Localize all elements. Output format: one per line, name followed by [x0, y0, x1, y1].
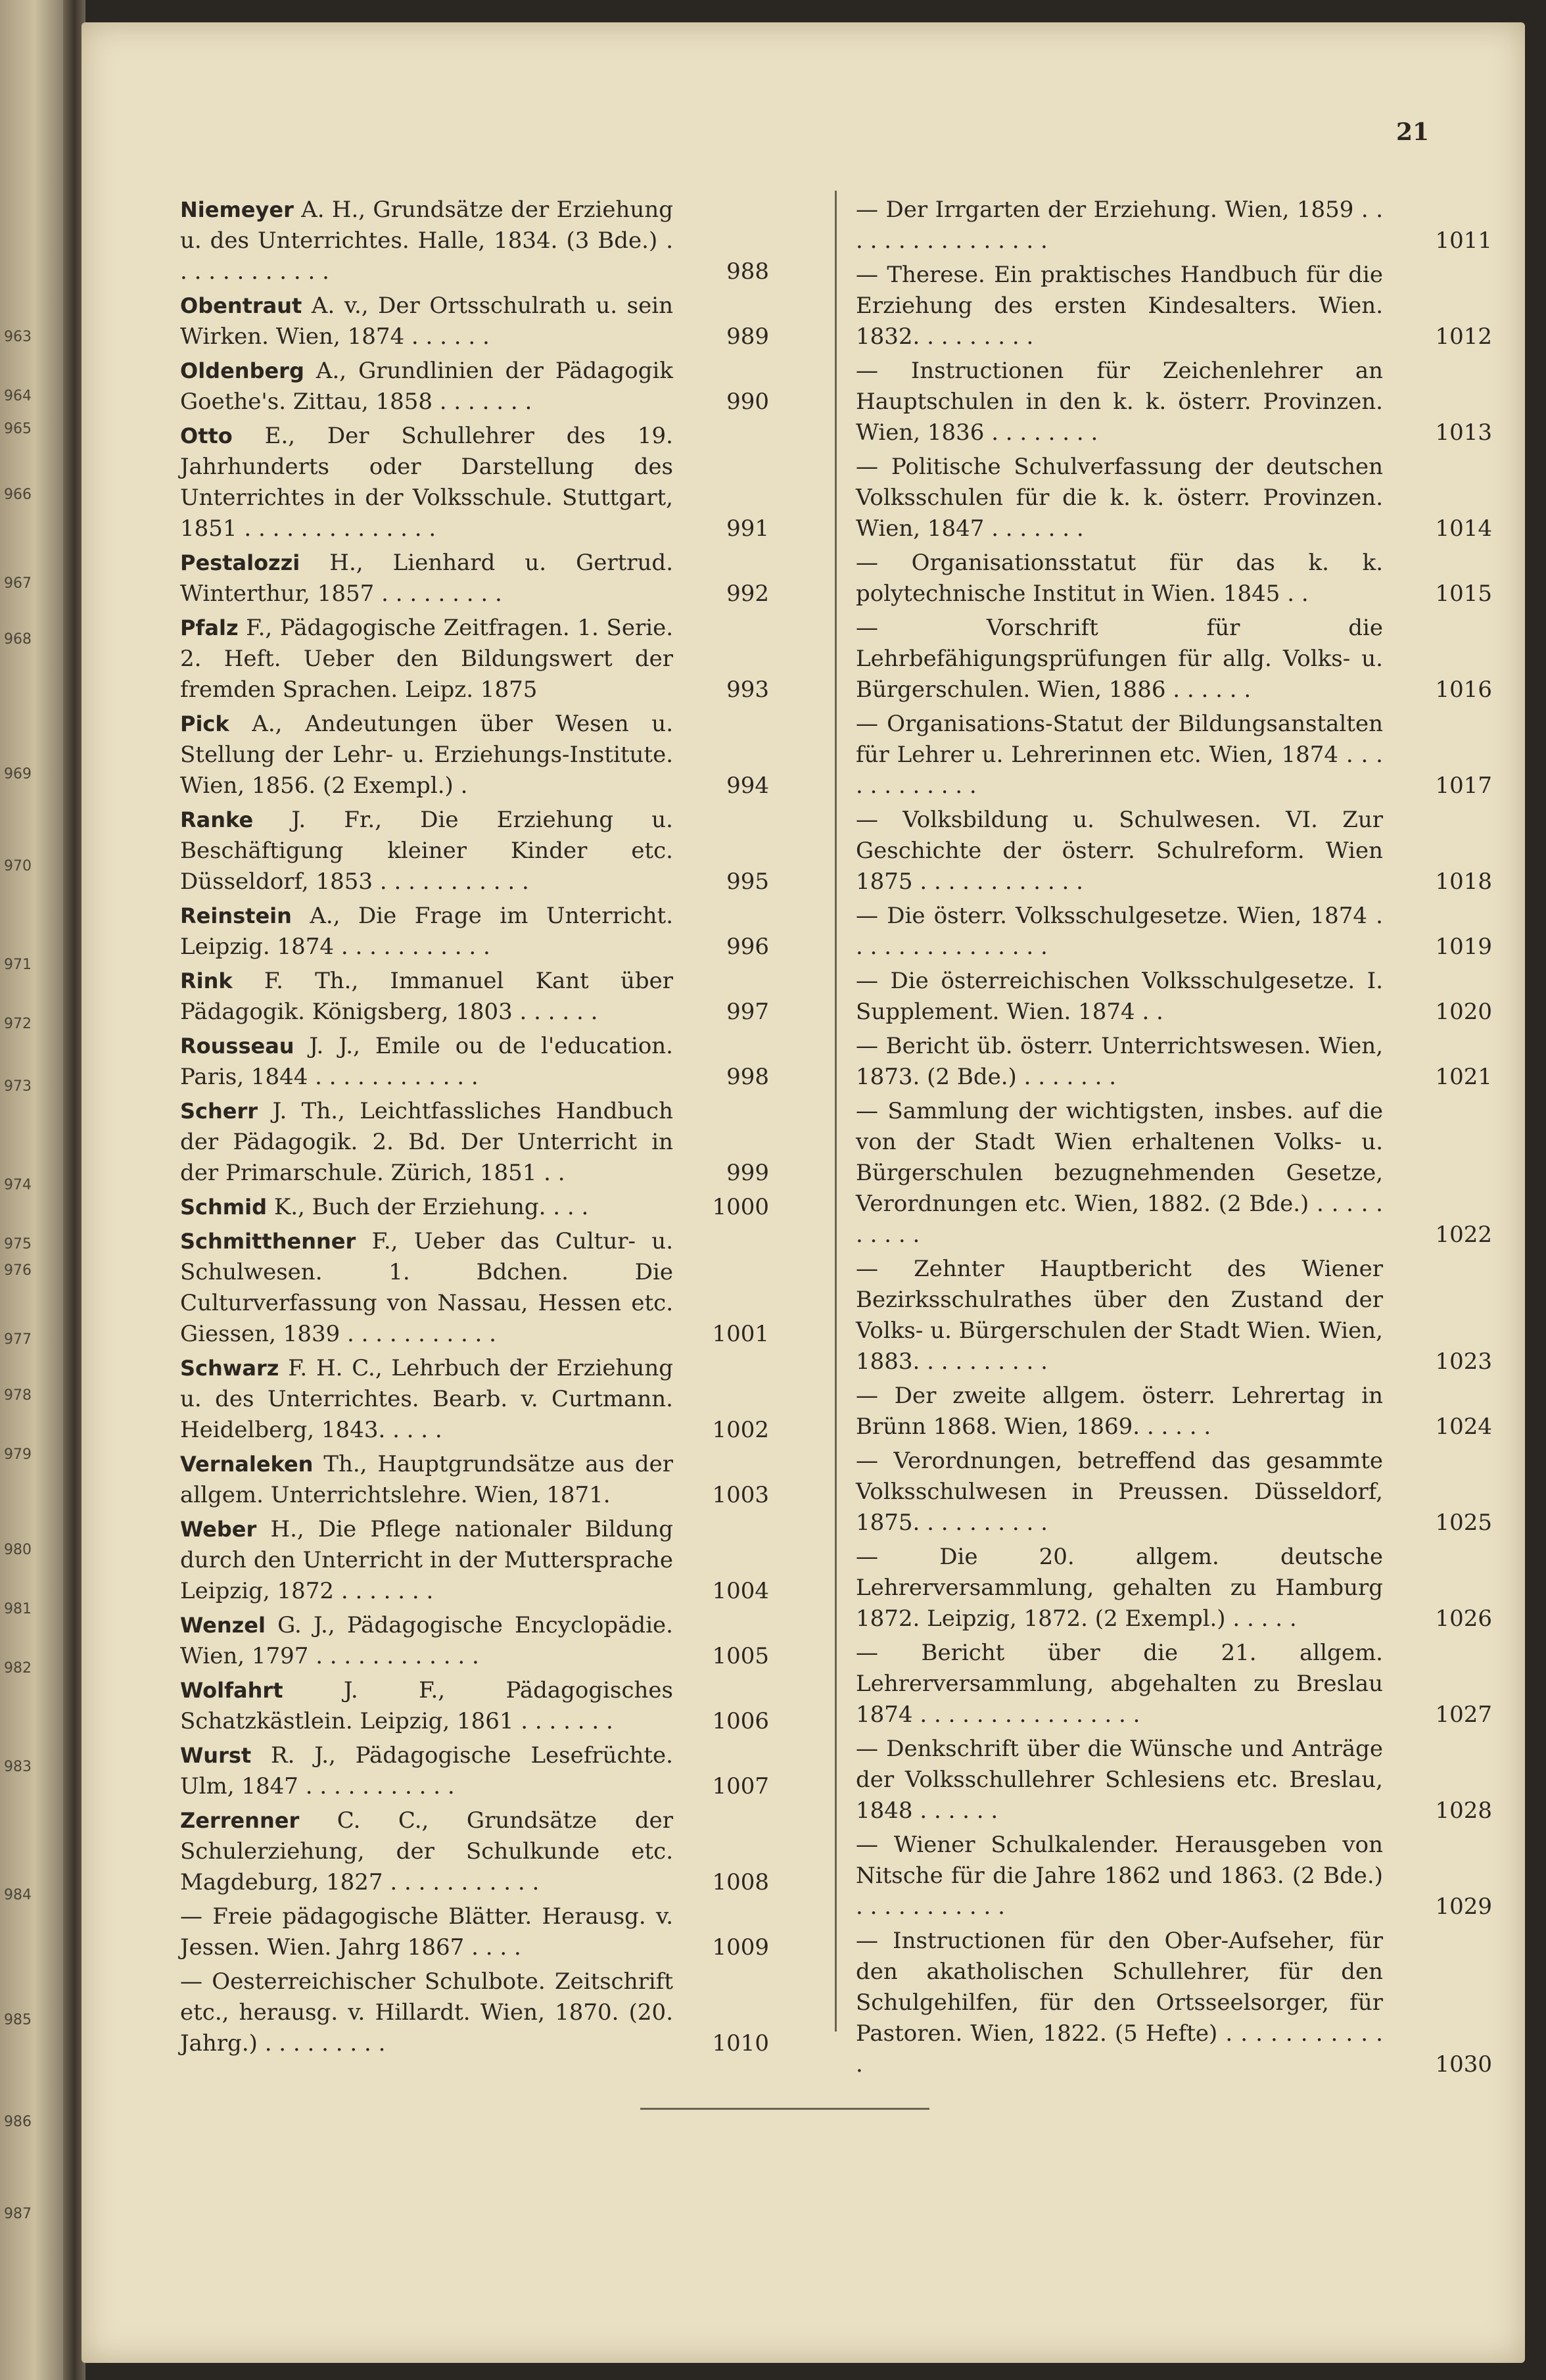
- author-name: Wenzel: [180, 1613, 266, 1638]
- catalog-entry: [856, 709, 1492, 801]
- margin-number: 981: [4, 1601, 32, 1617]
- entry-number: 1000: [712, 1194, 769, 1220]
- catalog-entry: [856, 195, 1492, 256]
- catalog-entry: [180, 1966, 778, 2059]
- catalog-entry: [180, 1805, 778, 1898]
- entry-number: 1003: [712, 1482, 769, 1508]
- entry-text: [856, 709, 1454, 801]
- entry-text: [180, 356, 778, 417]
- margin-number: 972: [4, 1016, 32, 1032]
- entry-description: A., Andeutungen über Wesen u. Stellung der Lehr- u. Erziehungs-Institute. Wien, 1856. (2 Exempl.) .: [180, 711, 673, 799]
- entry-text: [180, 1966, 778, 2059]
- entry-number: 1022: [1435, 1222, 1492, 1248]
- margin-number: 977: [4, 1331, 32, 1348]
- catalog-entry: [180, 901, 778, 963]
- margin-number: 985: [4, 2012, 32, 2028]
- entry-number: 1015: [1435, 581, 1492, 607]
- author-name: Pestalozzi: [180, 550, 300, 575]
- entry-text: [856, 1096, 1454, 1250]
- catalog-entry: [180, 1610, 778, 1672]
- left-column: [180, 195, 778, 2062]
- margin-number: 986: [4, 2114, 32, 2130]
- catalog-entry: [856, 1096, 1492, 1250]
- entry-number: 1001: [712, 1321, 769, 1347]
- margin-number: 965: [4, 421, 32, 437]
- catalog-entry: [180, 1353, 778, 1446]
- catalog-entry: [180, 1901, 778, 1963]
- entry-number: 1021: [1435, 1064, 1492, 1090]
- entry-number: 1004: [712, 1578, 769, 1604]
- catalog-entry: [856, 356, 1492, 448]
- catalog-entry: [856, 1830, 1492, 1922]
- author-name: Wolfahrt: [180, 1678, 283, 1703]
- author-name: Pick: [180, 711, 229, 736]
- entry-number: 988: [726, 258, 769, 285]
- catalog-entry: [856, 548, 1492, 609]
- column-divider: [835, 191, 837, 2032]
- entry-number: 1026: [1435, 1606, 1492, 1632]
- margin-number: 975: [4, 1236, 32, 1252]
- entry-number: 1009: [712, 1934, 769, 1961]
- catalog-entry: [856, 1031, 1492, 1093]
- catalog-entry: [856, 1254, 1492, 1377]
- margin-number: 973: [4, 1078, 32, 1095]
- entry-text: [856, 356, 1454, 448]
- margin-number: 987: [4, 2206, 32, 2222]
- page-number: 21: [1396, 118, 1430, 146]
- catalog-entry: [180, 421, 778, 544]
- author-name: Scherr: [180, 1099, 258, 1124]
- entry-text: [180, 805, 778, 897]
- catalog-entry: [856, 805, 1492, 897]
- entry-description: E., Der Schullehrer des 19. Jahrhunderts oder Darstellung des Unterrichtes in der Volksschule. Stuttgart, 1851 . . . . . . . . . . . . . .: [180, 423, 673, 542]
- entry-description: C. C., Grundsätze der Schulerziehung, der Schulkunde etc. Magdeburg, 1827 . . . . . . . . . . .: [180, 1807, 673, 1895]
- entry-number: 1019: [1435, 934, 1492, 960]
- entry-text: [180, 1514, 778, 1607]
- entry-description: J. F., Pädagogisches Schatzkästlein. Leipzig, 1861 . . . . . . .: [180, 1677, 673, 1734]
- catalog-entry: [180, 1096, 778, 1189]
- entry-number: 1028: [1435, 1797, 1492, 1824]
- entry-description: — Instructionen für den Ober-Aufseher, für den akatholischen Schullehrer, für den Schulgehilfen, für den Ortsseelsorger, für Pastoren. Wien, 1822. (5 Hefte) . . . . . . . . . . . .: [856, 1928, 1383, 2078]
- entry-description: Th., Hauptgrundsätze aus der allgem. Unterrichtslehre. Wien, 1871.: [180, 1451, 673, 1508]
- previous-page-edge: [0, 0, 63, 2380]
- entry-description: — Vorschrift für die Lehrbefähigungsprüfungen für allg. Volks- u. Bürgerschulen. Wien, 1886 . . . . . .: [856, 615, 1383, 703]
- margin-number: 963: [4, 329, 32, 345]
- entry-description: — Politische Schulverfassung der deutschen Volksschulen für die k. k. österr. Provinzen. Wien, 1847 . . . . . . .: [856, 454, 1383, 542]
- entry-text: [180, 421, 778, 544]
- entry-description: — Oesterreichischer Schulbote. Zeitschrift etc., herausg. v. Hillardt. Wien, 1870. (20. Jahrg.) . . . . . . . . .: [180, 1968, 673, 2057]
- entry-number: 1016: [1435, 677, 1492, 703]
- entry-number: 992: [726, 581, 769, 607]
- entry-description: F. Th., Immanuel Kant über Pädagogik. Königsberg, 1803 . . . . . .: [180, 968, 673, 1025]
- entry-description: — Wiener Schulkalender. Herausgeben von Nitsche für die Jahre 1862 und 1863. (2 Bde.) . . . . . . . . . . .: [856, 1832, 1383, 1920]
- entry-description: — Zehnter Hauptbericht des Wiener Bezirksschulrathes über den Zustand der Volks- u. Bürgerschulen der Stadt Wien. Wien, 1883. . . . . . . . . .: [856, 1256, 1383, 1375]
- catalog-entry: [180, 709, 778, 801]
- margin-number: 969: [4, 766, 32, 782]
- catalog-entry: [180, 548, 778, 609]
- entry-text: [180, 1805, 778, 1898]
- author-name: Schmid: [180, 1195, 268, 1220]
- author-name: Schwarz: [180, 1356, 279, 1381]
- author-name: Weber: [180, 1517, 257, 1542]
- entry-number: 994: [726, 773, 769, 799]
- entry-text: [180, 1901, 778, 1963]
- entry-description: — Instructionen für Zeichenlehrer an Hauptschulen in den k. k. österr. Provinzen. Wien, 1836 . . . . . . . .: [856, 358, 1383, 446]
- footer-rule: [640, 2108, 929, 2110]
- entry-number: 1008: [712, 1869, 769, 1895]
- entry-text: [856, 1254, 1454, 1377]
- entry-description: — Der Irrgarten der Erziehung. Wien, 1859 . . . . . . . . . . . . . . . .: [856, 197, 1383, 254]
- entry-text: [856, 260, 1454, 352]
- entry-text: [856, 1031, 1454, 1093]
- author-name: Wurst: [180, 1743, 252, 1768]
- entry-description: — Die 20. allgem. deutsche Lehrerversammlung, gehalten zu Hamburg 1872. Leipzig, 1872. (2 Exempl.) . . . . .: [856, 1544, 1383, 1632]
- entry-description: F. H. C., Lehrbuch der Erziehung u. des Unterrichtes. Bearb. v. Curtmann. Heidelberg, 1843. . . . .: [180, 1355, 673, 1443]
- entry-number: 1010: [712, 2030, 769, 2057]
- margin-number: 967: [4, 575, 32, 592]
- catalog-entry: [856, 260, 1492, 352]
- entry-text: [856, 1830, 1454, 1922]
- book-page: [82, 22, 1525, 2363]
- author-name: Zerrenner: [180, 1808, 300, 1833]
- author-name: Vernaleken: [180, 1452, 314, 1477]
- entry-text: [856, 805, 1454, 897]
- catalog-entry: [180, 291, 778, 352]
- catalog-entry: [856, 1926, 1492, 2080]
- catalog-entry: [856, 1542, 1492, 1634]
- entry-number: 1025: [1435, 1510, 1492, 1536]
- entry-text: [180, 1675, 778, 1737]
- author-name: Rousseau: [180, 1034, 294, 1059]
- catalog-entry: [180, 805, 778, 897]
- entry-number: 1007: [712, 1773, 769, 1799]
- author-name: Otto: [180, 423, 233, 448]
- catalog-entry: [856, 901, 1492, 963]
- catalog-entry: [180, 613, 778, 705]
- entry-description: — Verordnungen, betreffend das gesammte Volksschulwesen in Preussen. Düsseldorf, 1875. . . . . . . . . .: [856, 1448, 1383, 1536]
- catalog-entry: [180, 1449, 778, 1511]
- entry-description: F., Ueber das Cultur- u. Schulwesen. 1. Bdchen. Die Culturverfassung von Nassau, Hessen etc. Giessen, 1839 . . . . . . . . . . .: [180, 1228, 673, 1347]
- entry-description: A., Grundlinien der Pädagogik Goethe's. Zittau, 1858 . . . . . . .: [180, 358, 673, 415]
- margin-number: 983: [4, 1759, 32, 1775]
- entry-text: [180, 1353, 778, 1446]
- author-name: Reinstein: [180, 903, 292, 928]
- entry-text: [180, 966, 778, 1028]
- entry-text: [856, 1734, 1454, 1826]
- entry-description: — Sammlung der wichtigsten, insbes. auf die von der Stadt Wien erhaltenen Volks- u. Bürgerschulen bezugnehmenden Gesetze, Verordnungen etc. Wien, 1882. (2 Bde.) . . . . . . . . . .: [856, 1098, 1383, 1248]
- entry-text: [180, 1096, 778, 1189]
- entry-number: 1027: [1435, 1702, 1492, 1728]
- entry-description: J. Fr., Die Erziehung u. Beschäftigung kleiner Kinder etc. Düsseldorf, 1853 . . . . . . . . . . .: [180, 807, 673, 895]
- margin-number: 970: [4, 858, 32, 874]
- margin-number: 971: [4, 957, 32, 973]
- entry-number: 1012: [1435, 323, 1492, 350]
- entry-description: J. Th., Leichtfassliches Handbuch der Pädagogik. 2. Bd. Der Unterricht in der Primarschule. Zürich, 1851 . .: [180, 1098, 673, 1186]
- entry-number: 998: [726, 1064, 769, 1090]
- entry-text: [856, 1926, 1454, 2080]
- entry-description: A. v., Der Ortsschulrath u. sein Wirken. Wien, 1874 . . . . . .: [180, 293, 673, 350]
- entry-description: — Freie pädagogische Blätter. Herausg. v. Jessen. Wien. Jahrg 1867 . . . .: [180, 1903, 673, 1961]
- entry-text: [180, 1449, 778, 1511]
- entry-text: [180, 291, 778, 352]
- entry-text: [180, 1226, 778, 1350]
- margin-number: 968: [4, 631, 32, 648]
- entry-description: G. J., Pädagogische Encyclopädie. Wien, 1797 . . . . . . . . . . . .: [180, 1612, 673, 1669]
- entry-number: 1030: [1435, 2051, 1492, 2078]
- catalog-entry: [180, 966, 778, 1028]
- entry-description: K., Buch der Erziehung. . . .: [267, 1194, 589, 1220]
- entry-number: 990: [726, 389, 769, 415]
- entry-text: [180, 1610, 778, 1672]
- entry-number: 1014: [1435, 515, 1492, 542]
- entry-description: R. J., Pädagogische Lesefrüchte. Ulm, 1847 . . . . . . . . . . .: [180, 1742, 673, 1799]
- entry-number: 989: [726, 323, 769, 350]
- entry-text: [180, 548, 778, 609]
- catalog-entry: [180, 195, 778, 287]
- right-column: [856, 195, 1492, 2083]
- entry-description: H., Die Pflege nationaler Bildung durch den Unterricht in der Muttersprache Leipzig, 1872 . . . . . . .: [180, 1516, 673, 1604]
- entry-description: — Der zweite allgem. österr. Lehrertag in Brünn 1868. Wien, 1869. . . . . .: [856, 1383, 1383, 1440]
- catalog-entry: [180, 1514, 778, 1607]
- author-name: Schmitthenner: [180, 1229, 356, 1254]
- entry-text: [856, 966, 1454, 1028]
- entry-description: H., Lienhard u. Gertrud. Winterthur, 1857 . . . . . . . . .: [180, 550, 673, 607]
- catalog-entry: [180, 356, 778, 417]
- author-name: Ranke: [180, 807, 254, 832]
- catalog-entry: [856, 1381, 1492, 1442]
- entry-number: 1018: [1435, 869, 1492, 895]
- entry-number: 991: [726, 515, 769, 542]
- margin-number: 976: [4, 1262, 32, 1279]
- entry-text: [856, 1542, 1454, 1634]
- entry-number: 1023: [1435, 1348, 1492, 1375]
- entry-description: — Bericht über die 21. allgem. Lehrerversammlung, abgehalten zu Breslau 1874 . . . . . . . . . . . . . . . .: [856, 1640, 1383, 1728]
- catalog-entry: [180, 1226, 778, 1350]
- entry-description: — Denkschrift über die Wünsche und Anträge der Volksschullehrer Schlesiens etc. Breslau, 1848 . . . . . .: [856, 1736, 1383, 1824]
- entry-number: 1013: [1435, 419, 1492, 446]
- entry-text: [856, 1381, 1454, 1442]
- entry-number: 1029: [1435, 1893, 1492, 1920]
- entry-description: A. H., Grundsätze der Erziehung u. des Unterrichtes. Halle, 1834. (3 Bde.) . . . . . . . . . . . .: [180, 197, 673, 285]
- entry-text: [180, 1740, 778, 1802]
- margin-number: 978: [4, 1387, 32, 1404]
- author-name: Rink: [180, 968, 233, 993]
- entry-description: F., Pädagogische Zeitfragen. 1. Serie. 2. Heft. Ueber den Bildungswert der fremden Sprachen. Leipz. 1875: [180, 615, 673, 703]
- catalog-entry: [856, 1638, 1492, 1730]
- entry-number: 1011: [1435, 227, 1492, 254]
- author-name: Niemeyer: [180, 197, 294, 222]
- entry-text: [856, 452, 1454, 544]
- entry-number: 1002: [712, 1417, 769, 1443]
- entry-description: — Die österr. Volksschulgesetze. Wien, 1874 . . . . . . . . . . . . . . .: [856, 903, 1383, 960]
- entry-number: 995: [726, 869, 769, 895]
- entry-number: 993: [726, 677, 769, 703]
- entry-description: — Bericht üb. österr. Unterrichtswesen. Wien, 1873. (2 Bde.) . . . . . . .: [856, 1033, 1383, 1090]
- entry-number: 1005: [712, 1643, 769, 1669]
- entry-text: [180, 709, 778, 801]
- margin-number: 984: [4, 1887, 32, 1903]
- entry-description: — Die österreichischen Volksschulgesetze. I. Supplement. Wien. 1874 . .: [856, 968, 1383, 1025]
- margin-number: 964: [4, 388, 32, 404]
- entry-number: 996: [726, 934, 769, 960]
- author-name: Pfalz: [180, 615, 239, 640]
- margin-number: 974: [4, 1177, 32, 1193]
- entry-number: 1006: [712, 1708, 769, 1734]
- entry-text: [180, 1192, 778, 1223]
- entry-text: [856, 613, 1454, 705]
- catalog-entry: [856, 613, 1492, 705]
- catalog-entry: [856, 1446, 1492, 1538]
- author-name: Obentraut: [180, 293, 302, 318]
- entry-number: 1024: [1435, 1414, 1492, 1440]
- catalog-entry: [180, 1740, 778, 1802]
- entry-text: [856, 901, 1454, 963]
- entry-description: — Therese. Ein praktisches Handbuch für die Erziehung des ersten Kindesalters. Wien. 1832. . . . . . . . .: [856, 262, 1383, 350]
- entry-number: 1017: [1435, 773, 1492, 799]
- entry-text: [180, 1031, 778, 1093]
- catalog-entry: [856, 966, 1492, 1028]
- entry-description: — Organisations-Statut der Bildungsanstalten für Lehrer u. Lehrerinnen etc. Wien, 1874 . . . . . . . . . . . .: [856, 711, 1383, 799]
- entry-description: A., Die Frage im Unterricht. Leipzig. 1874 . . . . . . . . . . .: [180, 903, 673, 960]
- entry-text: [856, 195, 1454, 256]
- margin-number: 982: [4, 1660, 32, 1677]
- margin-number: 979: [4, 1446, 32, 1463]
- entry-text: [180, 901, 778, 963]
- entry-description: J. J., Emile ou de l'education. Paris, 1844 . . . . . . . . . . . .: [180, 1033, 673, 1090]
- margin-number: 980: [4, 1542, 32, 1558]
- entry-number: 999: [726, 1160, 769, 1186]
- entry-number: 1020: [1435, 999, 1492, 1025]
- entry-description: — Organisationsstatut für das k. k. polytechnische Institut in Wien. 1845 . .: [856, 550, 1383, 607]
- catalog-entry: [856, 1734, 1492, 1826]
- entry-text: [856, 1446, 1454, 1538]
- margin-number: 966: [4, 487, 32, 503]
- entry-number: 997: [726, 999, 769, 1025]
- entry-text: [180, 613, 778, 705]
- catalog-entry: [180, 1675, 778, 1737]
- catalog-entry: [180, 1031, 778, 1093]
- entry-text: [856, 1638, 1454, 1730]
- author-name: Oldenberg: [180, 358, 304, 383]
- entry-text: [856, 548, 1454, 609]
- entry-text: [180, 195, 778, 287]
- catalog-entry: [856, 452, 1492, 544]
- catalog-entry: [180, 1192, 778, 1223]
- entry-description: — Volksbildung u. Schulwesen. VI. Zur Geschichte der österr. Schulreform. Wien 1875 . . . . . . . . . . . .: [856, 807, 1383, 895]
